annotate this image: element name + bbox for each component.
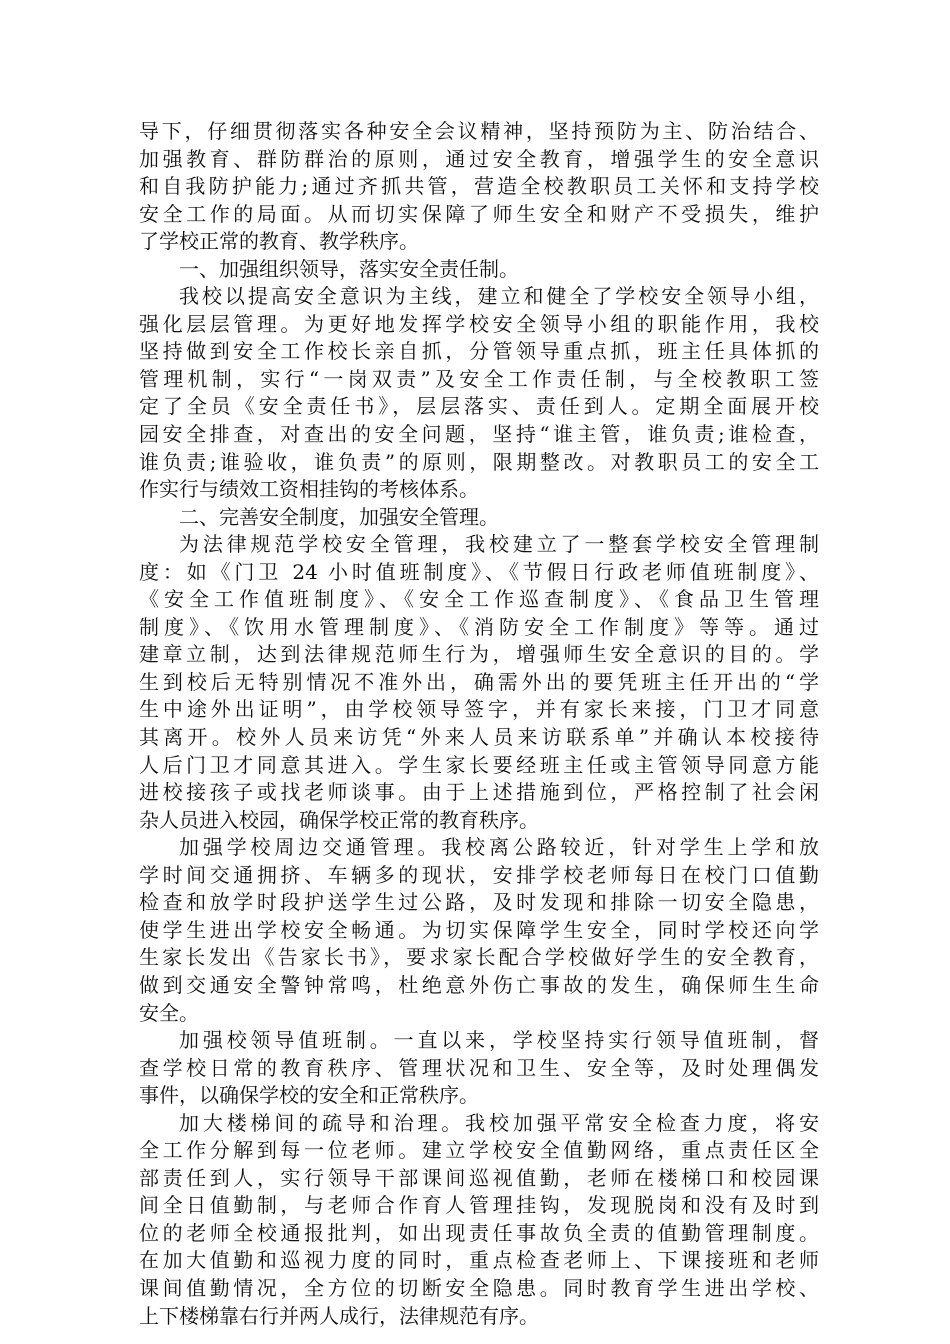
text-line: 一、加强组织领导，落实安全责任制。: [179, 256, 519, 281]
text-line: 事件，以确保学校的安全和正常秩序。: [139, 1083, 479, 1108]
text-line: 做到交通安全警钟常鸣，杜绝意外伤亡事故的发生，确保师生生命: [139, 972, 819, 997]
text-line: 谁负责;谁验收，谁负责”的原则，限期整改。对教职员工的安全工: [139, 449, 819, 474]
text-line: 加大楼梯间的疏导和治理。我校加强平常安全检查力度，将安: [179, 1110, 819, 1135]
text-line: 生家长发出《告家长书》，要求家长配合学校做好学生的安全教育，: [139, 945, 819, 970]
text-line: 坚持做到安全工作校长亲自抓，分管领导重点抓，班主任具体抓的: [139, 339, 819, 364]
document-body-text: [139, 118, 819, 1330]
text-line: 二、完善安全制度，加强安全管理。: [179, 504, 499, 529]
text-line: 我校以提高安全意识为主线，建立和健全了学校安全领导小组，: [179, 284, 819, 309]
text-line: 其离开。校外人员来访凭“外来人员来访联系单”并确认本校接待: [139, 725, 819, 750]
text-line: 定了全员《安全责任书》，层层落实、责任到人。定期全面展开校: [139, 394, 819, 419]
text-line: 和自我防护能力;通过齐抓共管，营造全校教职员工关怀和支持学校: [139, 174, 819, 199]
text-line: 了学校正常的教育、教学秩序。: [139, 229, 419, 254]
text-line: 间全日值勤制，与老师合作育人管理挂钩，发现脱岗和没有及时到: [139, 1193, 819, 1218]
text-line: 《安全工作值班制度》、《安全工作巡查制度》、《食品卫生管理: [139, 587, 819, 612]
text-line: 部责任到人，实行领导干部课间巡视值勤，老师在楼梯口和校园课: [139, 1165, 819, 1190]
text-line: 查学校日常的教育秩序、管理状况和卫生、安全等，及时处理偶发: [139, 1055, 819, 1080]
text-line: 在加大值勤和巡视力度的同时，重点检查老师上、下课接班和老师: [139, 1248, 819, 1273]
text-line: 安全工作的局面。从而切实保障了师生安全和财产不受损失，维护: [139, 201, 819, 226]
text-line: 作实行与绩效工资相挂钩的考核体系。: [139, 477, 479, 502]
text-line: 园安全排查，对查出的安全问题，坚持“谁主管，谁负责;谁检查，: [139, 422, 819, 447]
text-line: 加强学校周边交通管理。我校离公路较近，针对学生上学和放: [179, 835, 819, 860]
text-line: 检查和放学时段护送学生过公路，及时发现和排除一切安全隐患，: [139, 890, 819, 915]
text-line: 人后门卫才同意其进入。学生家长要经班主任或主管领导同意方能: [139, 752, 819, 777]
text-line: 学时间交通拥挤、车辆多的现状，安排学校老师每日在校门口值勤: [139, 862, 819, 887]
text-line: 进校接孩子或找老师谈事。由于上述措施到位，严格控制了社会闲: [139, 780, 819, 805]
text-line: 导下，仔细贯彻落实各种安全会议精神，坚持预防为主、防治结合、: [139, 119, 819, 143]
text-line: 位的老师全校通报批判，如出现责任事故负全责的值勤管理制度。: [139, 1220, 819, 1245]
text-line: 制度》、《饮用水管理制度》、《消防安全工作制度》等等。通过: [139, 614, 819, 639]
text-line: 生中途外出证明”，由学校领导签字，并有家长来接，门卫才同意: [139, 697, 819, 722]
text-line: 全工作分解到每一位老师。建立学校安全值勤网络，重点责任区全: [139, 1138, 819, 1163]
text-line: 强化层层管理。为更好地发挥学校安全领导小组的职能作用，我校: [139, 311, 819, 336]
text-line: 课间值勤情况，全方位的切断安全隐患。同时教育学生进出学校、: [139, 1275, 819, 1300]
text-line: 为法律规范学校安全管理，我校建立了一整套学校安全管理制: [179, 532, 819, 557]
text-line: 加强校领导值班制。一直以来，学校坚持实行领导值班制，督: [179, 1028, 819, 1053]
text-line: 管理机制，实行“一岗双责”及安全工作责任制，与全校教职工签: [139, 366, 819, 391]
text-line: 安全。: [139, 1000, 199, 1025]
text-line: 加强教育、群防群治的原则，通过安全教育，增强学生的安全意识: [139, 146, 819, 171]
text-line: 生到校后无特别情况不准外出，确需外出的要凭班主任开出的“学: [139, 669, 819, 694]
text-line: 使学生进出学校安全畅通。为切实保障学生安全，同时学校还向学: [139, 917, 819, 942]
text-line: 杂人员进入校园，确保学校正常的教育秩序。: [139, 807, 539, 832]
text-line: 建章立制，达到法律规范师生行为，增强师生安全意识的目的。学: [139, 642, 819, 667]
text-line: 度：如《门卫 24 小时值班制度》、《节假日行政老师值班制度》、: [139, 559, 819, 584]
text-line: 上下楼梯靠右行并两人成行，法律规范有序。: [139, 1303, 539, 1328]
